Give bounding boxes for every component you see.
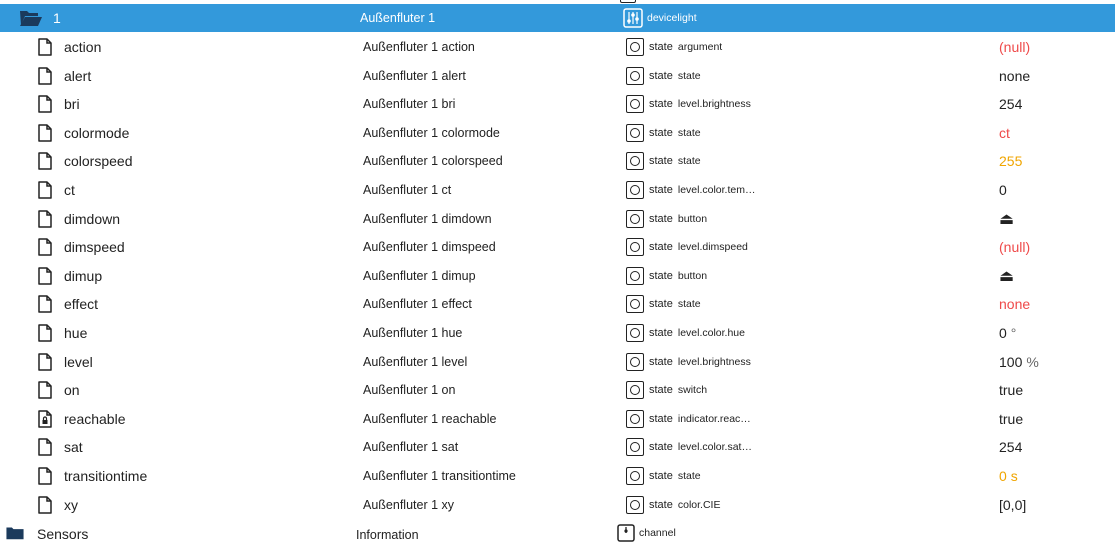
role-label: state: [677, 69, 701, 82]
row-name: 1: [53, 10, 61, 26]
row-description: Außenfluter 1 dimup: [363, 268, 476, 283]
state-icon: [626, 438, 644, 456]
role-label: button: [677, 212, 708, 225]
file-icon: [37, 95, 53, 113]
row-description: Außenfluter 1 transitiontime: [363, 469, 516, 483]
value-text: (null): [999, 239, 1031, 256]
row-description: Außenfluter 1 action: [363, 40, 475, 54]
row-value: [999, 239, 1030, 255]
role-label: level.color.hue: [677, 327, 745, 339]
row-description: Außenfluter 1 ct: [363, 183, 452, 197]
file-icon: [37, 438, 53, 456]
state-icon: [626, 496, 644, 514]
state-icon: [626, 210, 644, 228]
row-value: [999, 96, 1022, 112]
role-label: level.dimspeed: [677, 241, 748, 254]
row-type: [626, 181, 755, 199]
tree-row-sensors[interactable]: [0, 524, 1115, 544]
row-type: [626, 210, 707, 228]
tree-row-hue[interactable]: [0, 319, 1115, 347]
row-description: Außenfluter 1 effect: [363, 297, 472, 312]
file-icon: [37, 152, 53, 170]
row-description: Außenfluter 1 bri: [363, 97, 456, 112]
row-type: [626, 152, 701, 170]
value-text: 254: [999, 439, 1023, 456]
type-label: state: [649, 269, 673, 282]
row-type: [623, 8, 697, 28]
row-name: ct: [64, 182, 75, 198]
row-name: reachable: [64, 410, 126, 427]
state-icon: [626, 467, 644, 485]
tree-row-action[interactable]: [0, 33, 1115, 61]
file-icon: [37, 295, 53, 313]
value-unit: s: [1010, 468, 1018, 484]
value-text: ct: [999, 124, 1010, 141]
row-description: Außenfluter 1 on: [363, 383, 456, 398]
file-icon: [37, 38, 53, 56]
row-name: colorspeed: [64, 153, 133, 170]
type-label: state: [649, 126, 673, 139]
role-label: level.color.tem…: [677, 184, 756, 196]
tree-row-colorspeed[interactable]: [0, 147, 1115, 175]
row-value: [999, 497, 1026, 513]
state-icon: [626, 238, 644, 256]
row-name: dimup: [64, 267, 103, 284]
state-icon: [626, 95, 644, 113]
row-name: sat: [64, 439, 83, 456]
row-type: [626, 467, 701, 485]
tree-row-ct[interactable]: [0, 176, 1115, 204]
type-label: state: [649, 155, 673, 168]
row-value: [999, 439, 1022, 455]
file-icon: [37, 181, 53, 199]
value-unit: %: [1026, 353, 1039, 370]
row-type: [626, 324, 745, 342]
row-name: transitiontime: [64, 468, 148, 484]
type-label: state: [649, 298, 673, 311]
press-button[interactable]: [999, 209, 1014, 229]
row-name: colormode: [64, 124, 130, 141]
state-icon: [626, 152, 644, 170]
state-icon: [626, 38, 644, 56]
row-description: Außenfluter 1 hue: [363, 326, 463, 340]
file-icon: [37, 324, 53, 342]
row-description: Außenfluter 1 level: [363, 354, 468, 369]
row-name: bri: [64, 96, 80, 113]
row-type: [626, 381, 707, 399]
tree-row-sat[interactable]: [0, 433, 1115, 461]
file-icon: [37, 267, 53, 285]
type-label: state: [649, 498, 673, 511]
state-icon: [626, 381, 644, 399]
row-name: Sensors: [37, 526, 89, 542]
tree-row-dimup[interactable]: [0, 262, 1115, 290]
state-icon: [626, 410, 644, 428]
row-value: [999, 296, 1030, 312]
type-label: devicelight: [647, 12, 697, 24]
value-unit: °: [1010, 325, 1017, 341]
eject-icon[interactable]: ⏏: [999, 210, 1015, 228]
row-value: [999, 382, 1023, 398]
type-label: state: [649, 241, 673, 254]
role-label: indicator.reac…: [677, 412, 751, 425]
row-description: Außenfluter 1 xy: [363, 497, 455, 512]
row-value: [999, 468, 1018, 484]
row-type: [626, 410, 751, 428]
file-icon: [37, 67, 53, 85]
type-label: state: [649, 327, 673, 339]
row-type: [626, 38, 722, 56]
type-label: state: [649, 98, 673, 111]
value-text: true: [999, 382, 1024, 399]
value-text: 0: [999, 468, 1007, 484]
state-icon: [626, 67, 644, 85]
file-lock-icon: [37, 410, 53, 428]
value-text: none: [999, 67, 1031, 84]
row-type: [626, 438, 752, 456]
type-label: state: [649, 69, 673, 82]
value-text: true: [999, 410, 1024, 427]
role-label: argument: [677, 41, 723, 53]
folder-open-icon[interactable]: [19, 9, 43, 27]
file-icon: [37, 124, 53, 142]
tree-row-dimspeed[interactable]: [0, 233, 1115, 261]
eject-icon[interactable]: ⏏: [999, 267, 1015, 285]
row-name: dimdown: [64, 210, 121, 227]
row-description: Außenfluter 1 dimdown: [363, 211, 492, 226]
tree-row-device-1[interactable]: [0, 4, 1115, 32]
row-type: [617, 524, 676, 542]
tree-row-xy[interactable]: [0, 491, 1115, 519]
value-text: (null): [999, 39, 1031, 55]
value-text: 100: [999, 353, 1023, 370]
tree-row-on[interactable]: [0, 376, 1115, 404]
row-value: [999, 153, 1022, 169]
devicelight-icon: [623, 8, 643, 28]
file-icon: [37, 353, 53, 371]
row-value: [999, 68, 1030, 84]
state-icon: [626, 124, 644, 142]
row-type: [626, 496, 720, 514]
role-label: state: [677, 470, 701, 482]
type-label: channel: [639, 527, 676, 539]
role-label: button: [677, 269, 708, 282]
row-type: [626, 353, 751, 371]
row-value: [999, 39, 1030, 55]
row-description: Außenfluter 1 reachable: [363, 411, 497, 426]
row-description: Außenfluter 1 alert: [363, 68, 466, 83]
value-text: 254: [999, 96, 1023, 113]
row-name: dimspeed: [64, 239, 125, 256]
row-name: hue: [64, 325, 88, 341]
file-icon: [37, 467, 53, 485]
role-label: level.brightness: [677, 355, 751, 368]
value-text: 0: [999, 325, 1007, 341]
file-icon: [37, 210, 53, 228]
row-name: xy: [64, 496, 78, 513]
row-value: [999, 325, 1016, 341]
tree-row-alert[interactable]: [0, 62, 1115, 90]
folder-icon[interactable]: [5, 526, 25, 540]
row-name: effect: [64, 296, 98, 313]
tree-row-reachable[interactable]: [0, 405, 1115, 433]
tree-row-level[interactable]: [0, 348, 1115, 376]
value-text: 0: [999, 182, 1007, 198]
type-label: state: [649, 441, 673, 454]
role-label: state: [677, 298, 701, 311]
row-type: [626, 295, 701, 313]
row-value: [999, 182, 1007, 198]
role-label: level.color.sat…: [677, 441, 752, 454]
row-type: [626, 67, 701, 85]
file-icon: [37, 381, 53, 399]
row-type: [626, 267, 707, 285]
row-name: level: [64, 353, 93, 370]
row-name: on: [64, 382, 80, 399]
tree-row-transitiontime[interactable]: [0, 462, 1115, 490]
row-name: alert: [64, 67, 92, 84]
row-description: Außenfluter 1 colormode: [363, 125, 500, 140]
row-value: [999, 354, 1039, 370]
type-label: state: [649, 184, 673, 196]
type-label: state: [649, 212, 673, 225]
row-description: Information: [356, 528, 419, 542]
role-label: state: [677, 155, 701, 168]
row-description: Außenfluter 1 dimspeed: [363, 240, 496, 255]
channel-icon: [617, 524, 635, 542]
role-label: switch: [677, 384, 708, 397]
state-icon: [626, 324, 644, 342]
row-type: [626, 124, 701, 142]
press-button[interactable]: [999, 266, 1014, 286]
role-label: state: [677, 126, 701, 139]
row-value: [999, 125, 1010, 141]
row-description: Außenfluter 1 sat: [363, 440, 459, 455]
row-name: action: [64, 39, 102, 55]
type-label: state: [649, 470, 673, 482]
row-description: Außenfluter 1 colorspeed: [363, 154, 503, 169]
role-label: level.brightness: [677, 98, 751, 111]
row-type: [626, 95, 751, 113]
state-icon: [626, 295, 644, 313]
row-description: Außenfluter 1: [360, 11, 436, 25]
type-label: state: [649, 355, 673, 368]
tree-row-dimdown[interactable]: [0, 205, 1115, 233]
state-icon: [626, 267, 644, 285]
row-value: [999, 411, 1023, 427]
partial-icon-top: [620, 0, 636, 3]
file-icon: [37, 238, 53, 256]
tree-row-colormode[interactable]: [0, 119, 1115, 147]
type-label: state: [649, 41, 673, 53]
value-text: none: [999, 296, 1031, 313]
type-label: state: [649, 384, 673, 397]
value-text: [0,0]: [999, 496, 1027, 513]
type-label: state: [649, 412, 673, 425]
row-type: [626, 238, 748, 256]
tree-row-bri[interactable]: [0, 90, 1115, 118]
role-label: color.CIE: [677, 498, 721, 511]
value-text: 255: [999, 153, 1023, 170]
file-icon: [37, 496, 53, 514]
tree-row-effect[interactable]: [0, 290, 1115, 318]
state-icon: [626, 353, 644, 371]
state-icon: [626, 181, 644, 199]
